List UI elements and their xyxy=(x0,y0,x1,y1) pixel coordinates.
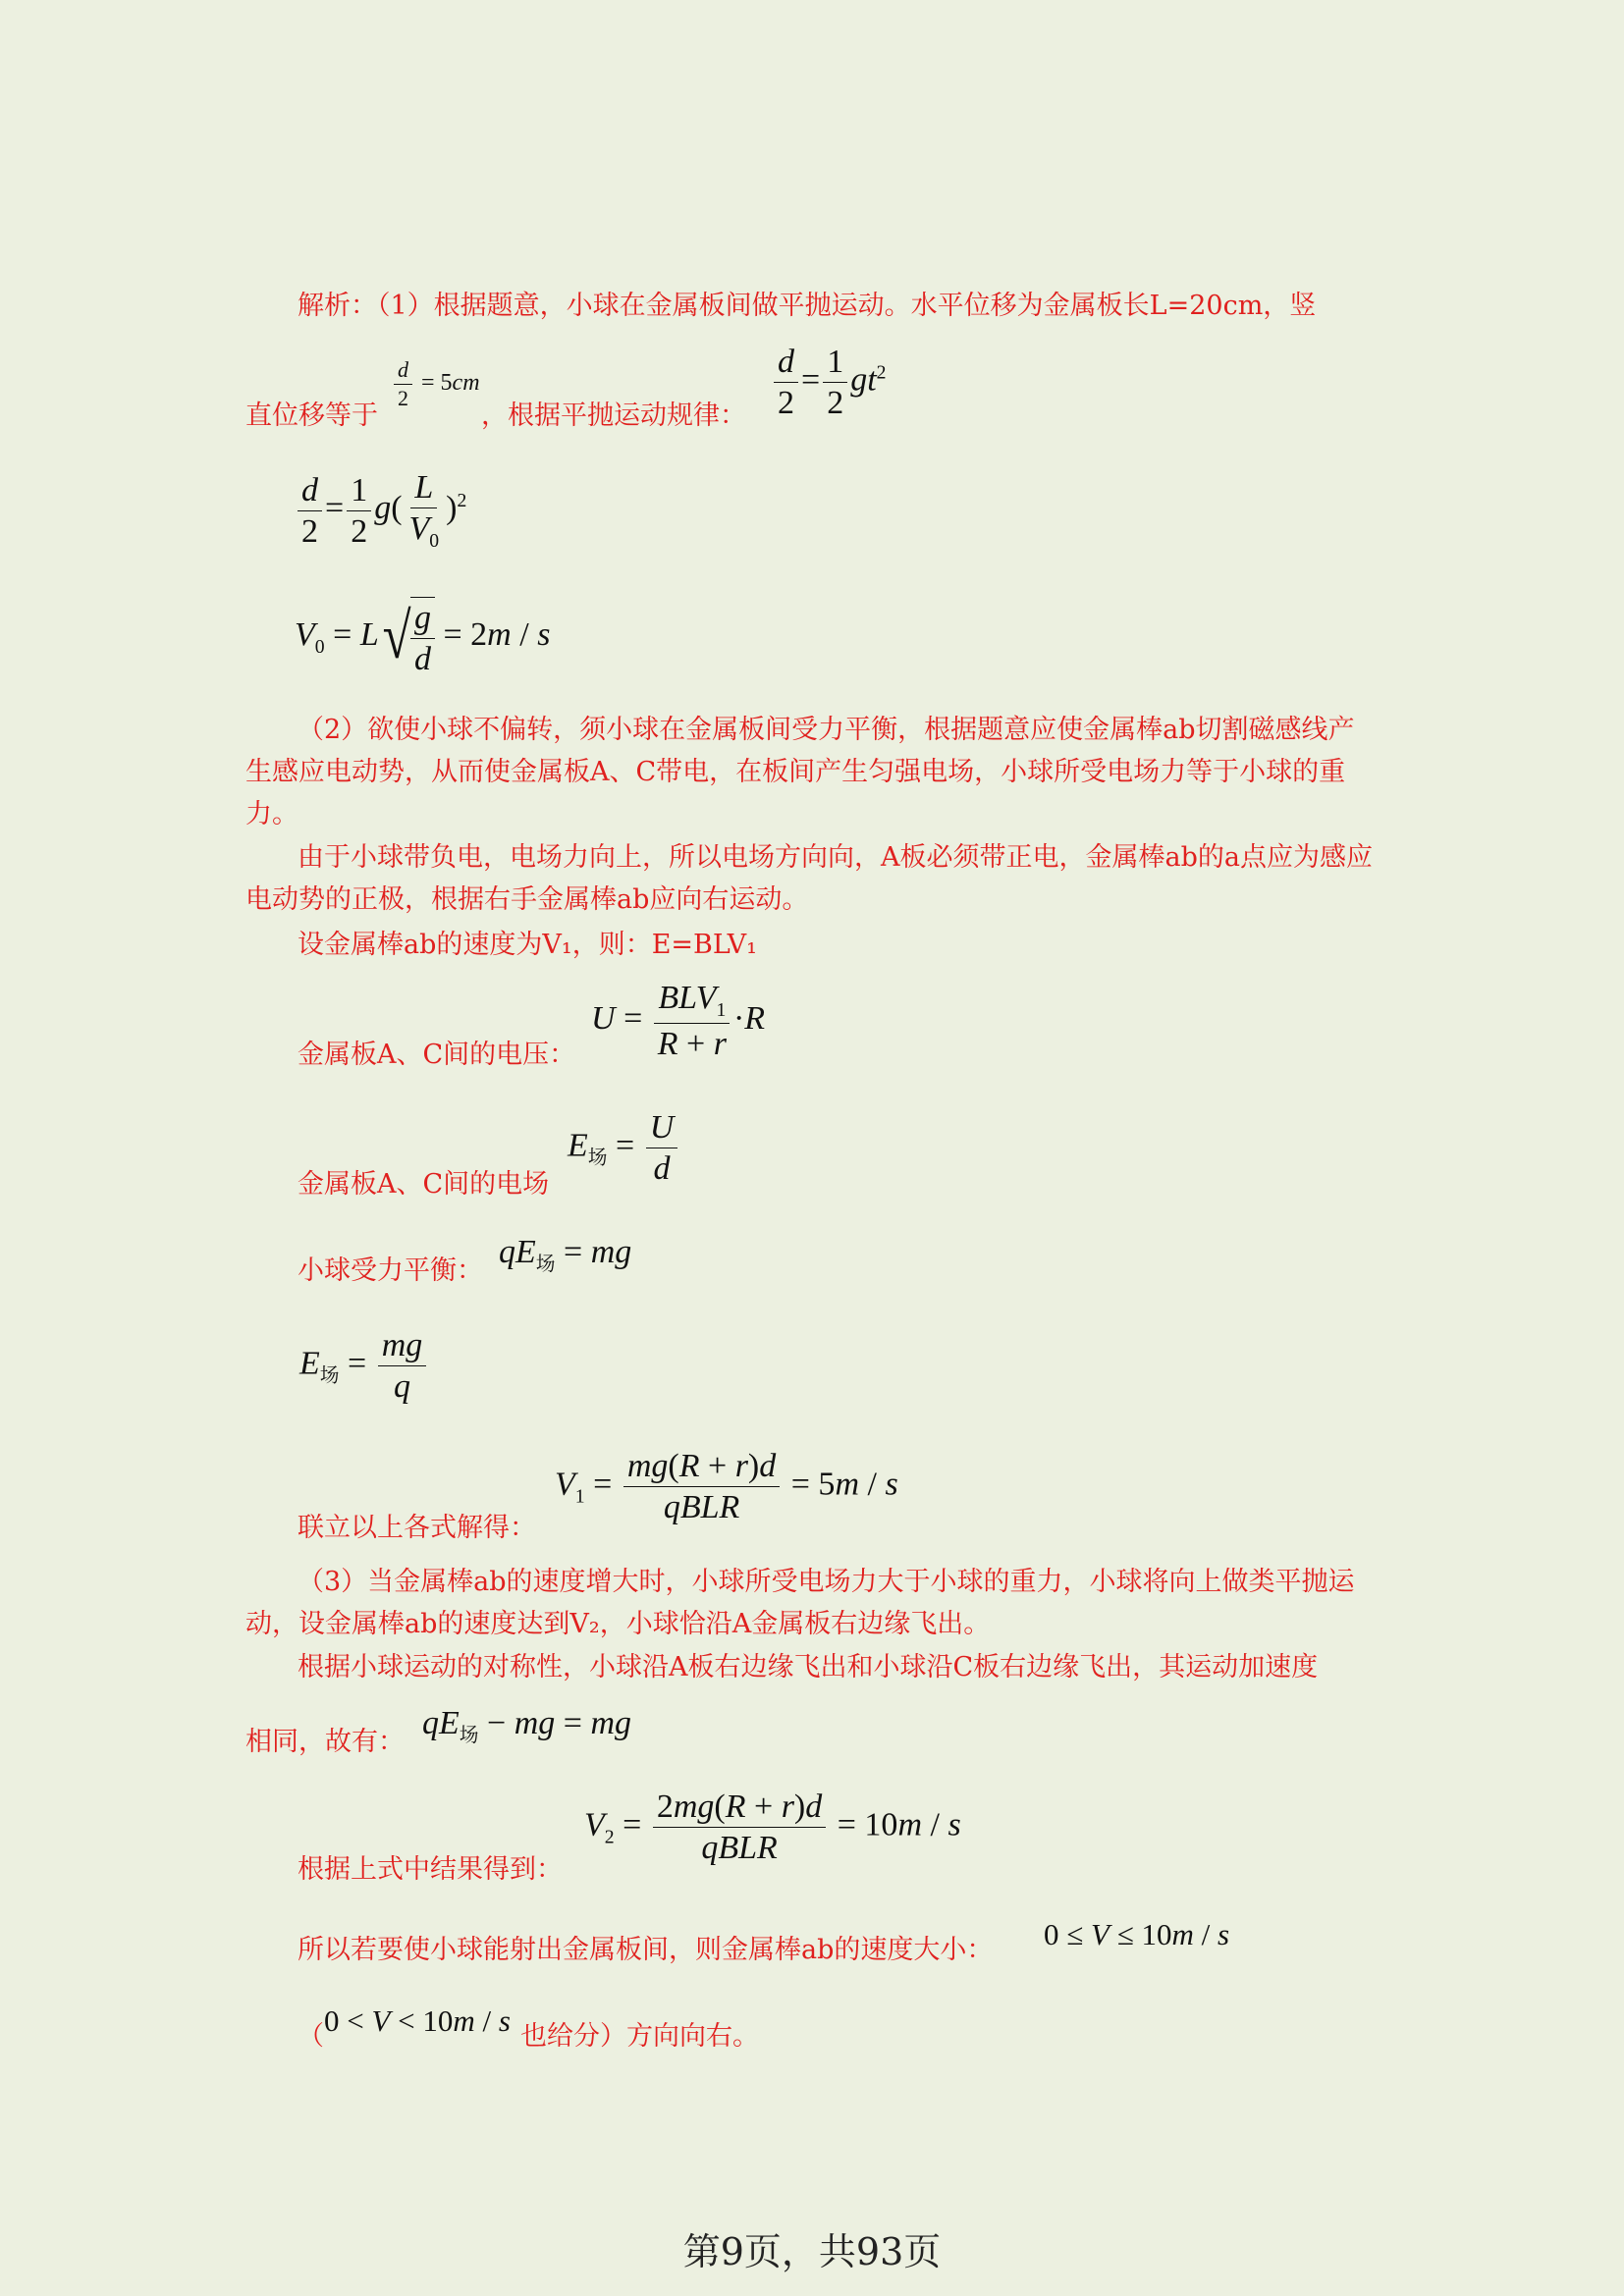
text-field-label: 金属板A、C间的电场 xyxy=(298,1169,550,1200)
equation-V1-result: $V_1$ = $\frac{mg(R + r)d}{\text{qBLR}}$ = 5m / s xyxy=(555,1448,898,1526)
equation-range-alt: 0 < V < 10m / s xyxy=(324,2003,511,2038)
equation-d2-gLV0: $\frac{d}{2}$ = $\frac{1}{2}$ g( $\frac{L}{V_0}$ )$^2$ xyxy=(295,469,466,553)
text-alt-close: 也给分）方向向右。 xyxy=(520,2021,759,2052)
equation-force-balance: $qE_场$ = mg xyxy=(499,1234,632,1275)
page-number-footer: 第9页，共93页 xyxy=(682,2230,942,2273)
text-range-label: 所以若要使小球能射出金属板间，则金属棒ab的速度大小： xyxy=(298,1935,994,1965)
text-projectile-rule: ，根据平抛运动规律： xyxy=(481,400,746,431)
equation-V2-result: $V_2$ = $\frac{2mg(R + r)d}{\text{qBLR}}$ = 10m / s xyxy=(584,1789,961,1867)
equation-voltage-U: U = $\frac{BLV_1}{R + r}$ ·R xyxy=(591,980,766,1063)
text-same-accel: 相同，故有： xyxy=(245,1727,405,1757)
paragraph-symmetry: 根据小球运动的对称性，小球沿A板右边缘飞出和小球沿C板右边缘飞出，其运动加速度 xyxy=(298,1652,1319,1682)
text-alt-open: （ xyxy=(298,2021,324,2052)
text-balance-label: 小球受力平衡： xyxy=(298,1255,483,1286)
equation-d2-5cm: $\frac{d}{2}$ = 5cm xyxy=(391,358,480,410)
text-result-label: 根据上式中结果得到： xyxy=(298,1854,563,1885)
paragraph-intro: 解析：（1）根据题意，小球在金属板间做平抛运动。水平位移为金属板长L=20cm，竖 xyxy=(298,291,1317,321)
equation-symmetry: $qE_场$ − mg = mg xyxy=(422,1705,631,1746)
equation-range: 0 ≤ V ≤ 10m / s xyxy=(1044,1917,1230,1951)
paragraph-part3: （3）当金属棒ab的速度增大时，小球所受电场力大于小球的重力，小球将向上做类平抛运动，设金属棒ab的速度达到V₂，小球恰沿A金属板右边缘飞出。 xyxy=(245,1567,1355,1639)
text-vertical-displacement: 直位移等于 xyxy=(245,400,378,431)
paragraph-part2: （2）欲使小球不偏转，须小球在金属板间受力平衡，根据题意应使金属棒ab切割磁感线产生感应电动势，从而使金属板A、C带电，在板间产生匀强电场，小球所受电场力等于小球的重力。 xyxy=(245,715,1355,829)
equation-E-mg-q: $E_场$ = $\frac{mg}{q}$ xyxy=(299,1327,429,1406)
equation-field-E: $E_场$ = $\frac{U}{d}$ xyxy=(568,1109,680,1188)
paragraph-charge-direction: 由于小球带负电，电场力向上，所以电场方向向，A板必须带正电，金属棒ab的a点应为感应电动势的正极，根据右手金属棒ab应向右运动。 xyxy=(245,842,1373,915)
text-voltage-label: 金属板A、C间的电压： xyxy=(298,1040,576,1070)
equation-V0: $V_0 = L$ √ $\frac{g}{d}$ = 2m / s xyxy=(295,597,550,678)
text-solve-label: 联立以上各式解得： xyxy=(298,1513,536,1543)
equation-d2-half-gt2: $\frac{d}{2}$ = $\frac{1}{2}$ $gt^2$ xyxy=(771,344,887,422)
text-velocity-v1: 设金属棒ab的速度为V₁，则：E=BLV₁ xyxy=(298,930,757,960)
